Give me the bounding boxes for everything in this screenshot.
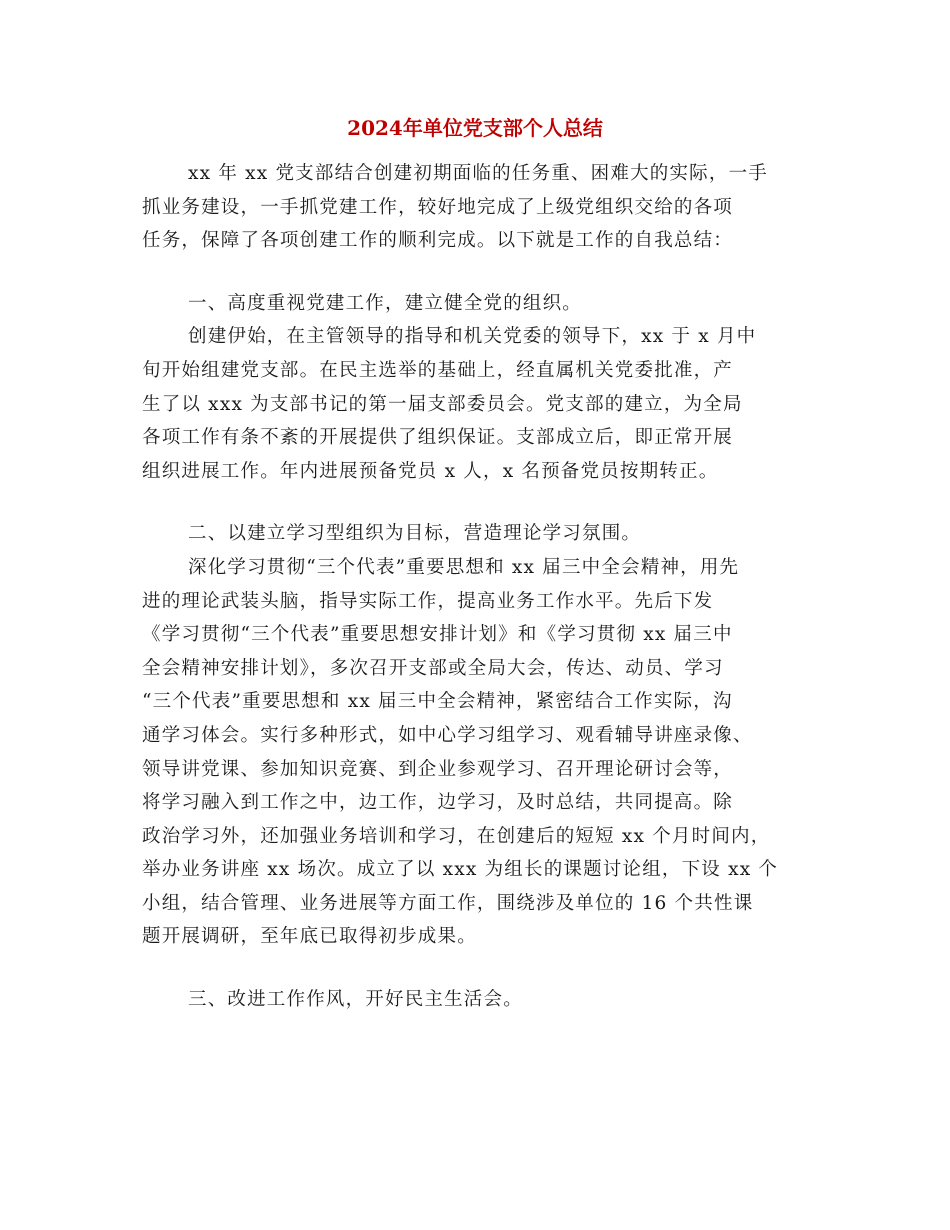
section-heading-1: 一、高度重视党建工作，建立健全党的组织。 — [188, 292, 583, 314]
document-title: 2024年单位党支部个人总结 — [347, 116, 603, 140]
section2-line: 通学习体会。实行多种形式，如中心学习组学习、观看辅导讲座录像、 — [142, 724, 753, 746]
section2-line: 将学习融入到工作之中，边工作，边学习，及时总结，共同提高。除 — [142, 792, 734, 814]
paragraph-gap — [142, 488, 822, 517]
section1-line: 生了以 xxx 为支部书记的第一届支部委员会。党支部的建立，为全局 — [142, 393, 743, 415]
intro-line: 任务，保障了各项创建工作的顺利完成。以下就是工作的自我总结： — [142, 230, 734, 252]
paragraph-gap — [142, 258, 822, 287]
section2-line: 《学习贯彻“三个代表”重要思想安排计划》和《学习贯彻 xx 届三中 — [142, 624, 733, 646]
paragraph-gap — [142, 954, 822, 983]
section1-line: 旬开始组建党支部。在民主选举的基础上，经直属机关党委批准，产 — [142, 359, 734, 381]
section1-line: 创建伊始，在主管领导的指导和机关党委的领导下，xx 于 x 月中 — [188, 326, 757, 348]
section1-line: 各项工作有条不紊的开展提供了组织保证。支部成立后，即正常开展 — [142, 427, 734, 449]
section2-line: “三个代表”重要思想和 xx 届三中全会精神，紧密结合工作实际，沟 — [142, 691, 733, 713]
section2-line: 全会精神安排计划》，多次召开支部或全局大会，传达、动员、学习 — [142, 657, 724, 679]
section2-line: 政治学习外，还加强业务培训和学习，在创建后的短短 xx 个月时间内， — [142, 825, 771, 847]
section1-line: 组织进展工作。年内进展预备党员 x 人，x 名预备党员按期转正。 — [142, 460, 719, 482]
section2-line: 进的理论武装头脑，指导实际工作，提高业务工作水平。先后下发 — [142, 590, 714, 612]
section-heading-2: 二、以建立学习型组织为目标，营造理论学习氛围。 — [188, 523, 642, 545]
section2-line: 题开展调研，至年底已取得初步成果。 — [142, 926, 477, 948]
section2-line: 举办业务讲座 xx 场次。成立了以 xxx 为组长的课题讨论组，下设 xx 个 — [142, 859, 779, 881]
intro-line: 抓业务建设，一手抓党建工作，较好地完成了上级党组织交给的各项 — [142, 196, 734, 218]
section2-line: 领导讲党课、参加知识竞赛、到企业参观学习、召开理论研讨会等， — [142, 758, 734, 780]
document-body — [142, 157, 822, 1017]
intro-line: xx 年 xx 党支部结合创建初期面临的任务重、困难大的实际，一手 — [188, 163, 768, 184]
section-heading-3: 三、改进工作作风，开好民主生活会。 — [188, 989, 523, 1011]
section2-line: 小组，结合管理、业务进展等方面工作，围绕涉及单位的 16 个共性课 — [142, 892, 754, 914]
section2-line: 深化学习贯彻“三个代表”重要思想和 xx 届三中全会精神，用先 — [188, 556, 740, 578]
